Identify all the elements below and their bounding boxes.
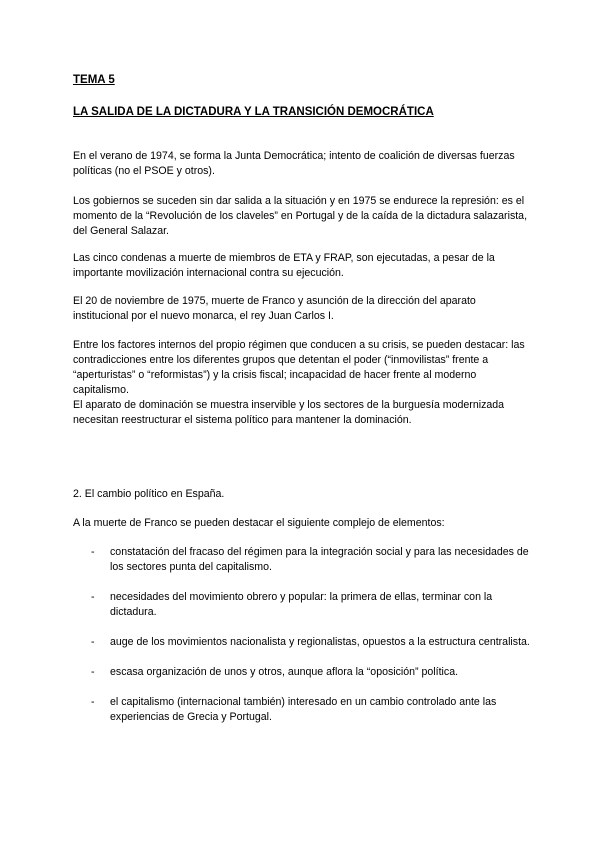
dash-bullet: - [91,696,95,708]
list-item-text: escasa organización de unos y otros, aunque aflora la “oposición” política. [110,666,459,678]
paragraph-text: Entre los factores internos del propio régimen que conducen a su crisis, se pueden destacar: las contradicciones entre los diferentes grupos que detentan el poder (“inmovilistas” frente a “aperturistas” o “reformistas”) y la crisis fiscal; incapacidad de hacer frente al moderno capitalismo. [73,339,525,396]
dash-bullet: - [91,636,95,648]
list-item-text: el capitalismo (internacional también) interesado en un cambio controlado ante las experiencias de Grecia y Portugal. [110,696,497,723]
paragraph-text: Las cinco condenas a muerte de miembros de ETA y FRAP, son ejecutadas, a pesar de la importante movilización internacional contra su ejecución. [73,252,495,279]
list-item-text: auge de los movimientos nacionalista y regionalistas, opuestos a la estructura centralista. [110,636,530,648]
section-2-intro: A la muerte de Franco se pueden destacar el siguiente complejo de elementos: [73,517,445,529]
list-item [91,590,531,620]
list-item [91,695,531,725]
list-item [91,665,531,680]
paragraph-factores-internos [73,338,533,428]
paragraph-text: En el verano de 1974, se forma la Junta Democrática; intento de coalición de diversas fuerzas políticas (no el PSOE y otros). [73,150,515,177]
section-2-heading: 2. El cambio político en España. [73,488,225,500]
list-item-text: necesidades del movimiento obrero y popular: la primera de ellas, terminar con la dictadura. [110,591,493,618]
paragraph-junta-democratica [73,149,533,179]
dash-bullet: - [91,666,95,678]
document-title: LA SALIDA DE LA DICTADURA Y LA TRANSICIÓN DEMOCRÁTICA [73,106,434,118]
paragraph-text: El 20 de noviembre de 1975, muerte de Franco y asunción de la dirección del aparato institucional por el nuevo monarca, el rey Juan Carlos I. [73,295,476,322]
paragraph-condenas [73,251,533,281]
paragraph-represion [73,194,533,239]
dash-bullet: - [91,591,95,603]
elements-list [91,545,531,740]
paragraph-muerte-franco [73,294,533,324]
paragraph-text: Los gobiernos se suceden sin dar salida a la situación y en 1975 se endurece la represión: es el momento de la “Revolución de los claveles” en Portugal y de la caída de la dictadura salazarista, del General Salazar. [73,195,528,237]
list-item [91,545,531,575]
list-item-text: constatación del fracaso del régimen para la integración social y para las necesidades de los sectores punta del capitalismo. [110,546,529,573]
paragraph-text: El aparato de dominación se muestra inservible y los sectores de la burguesía modernizada necesitan reestructurar el sistema político para mantener la dominación. [73,399,505,426]
tema-label: TEMA 5 [73,74,115,86]
dash-bullet: - [91,546,95,558]
list-item [91,635,531,650]
